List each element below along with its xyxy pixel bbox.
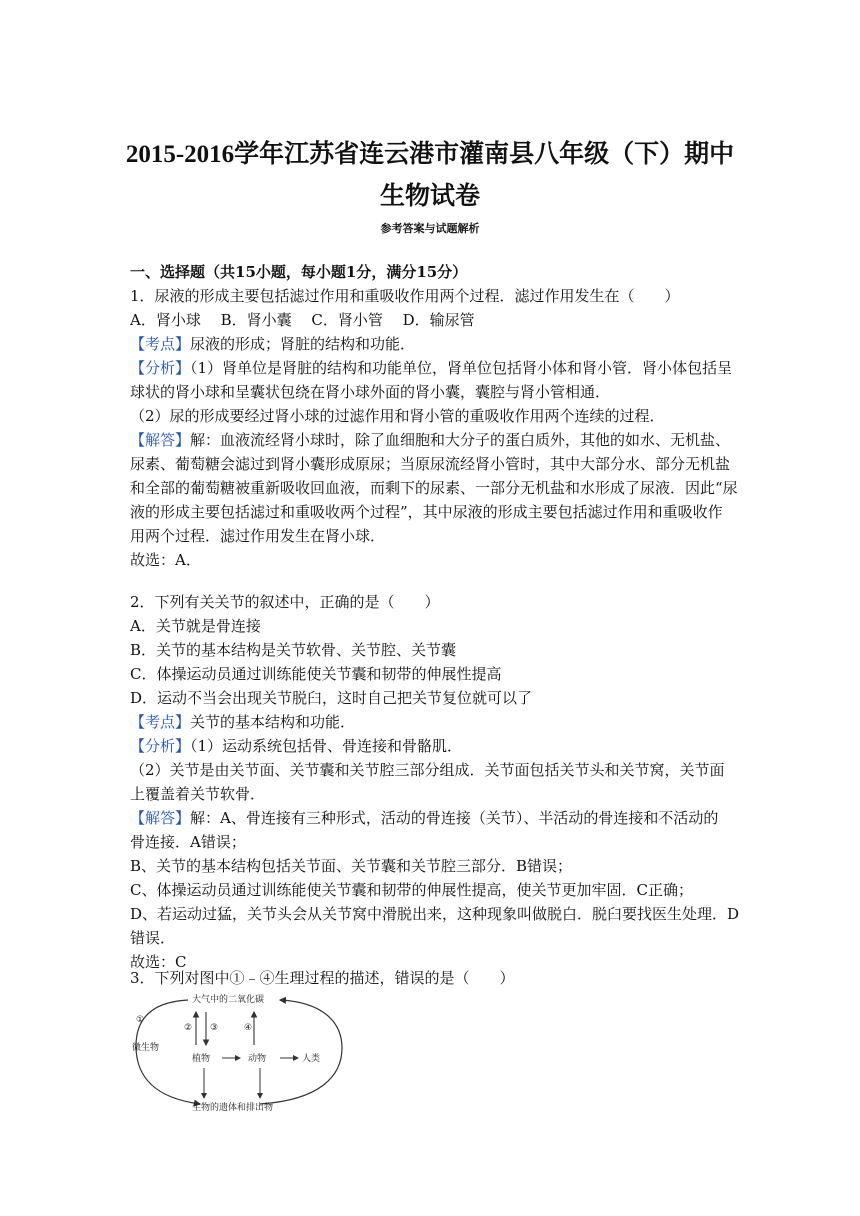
kaodian-tag: 【考点】 [130, 713, 191, 731]
q2-fenxi [130, 736, 740, 756]
q2-jieda-line6: 错误． [130, 929, 176, 947]
jieda-tag: 【解答】 [130, 809, 191, 827]
q1-jieda-line2: 尿素、葡萄糖会滤过到肾小囊形成原尿；当原尿流经肾小管时，其中大部分水、部分无机盐 [130, 455, 731, 473]
fenxi-tag: 【分析】 [130, 737, 191, 755]
q2-kaodian-text: 关节的基本结构和功能． [190, 713, 356, 731]
diagram-animal: 动物 [248, 1054, 267, 1064]
kaodian-tag: 【考点】 [130, 335, 191, 353]
q1-kaodian-text: 尿液的形成；肾脏的结构和功能． [190, 335, 416, 353]
diagram-plant: 植物 [192, 1054, 211, 1064]
diagram-num-1: ① [136, 1015, 145, 1025]
diagram-num-3: ③ [210, 1023, 219, 1033]
cycle-right-loop [260, 1000, 342, 1104]
diagram-num-4: ④ [244, 1023, 253, 1033]
q1-jieda-line5: 用两个过程．滤过作用发生在肾小球． [130, 527, 386, 545]
fenxi-tag: 【分析】 [130, 359, 191, 377]
q2-jieda-line5: D、若运动过猛，关节头会从关节窝中滑脱出来，这种现象叫做脱白．脱臼要找医生处理．D [130, 905, 740, 923]
q2-answer: 故选：C [130, 953, 187, 971]
q1-answer: 故选：A． [130, 551, 201, 569]
q2-option-c: C．体操运动员通过训练能使关节囊和韧带的伸展性提高 [130, 665, 502, 683]
q1-jieda-line4: 液的形成主要包括滤过和重吸收两个过程”，其中尿液的形成主要包括滤过作用和重吸收作 [130, 503, 723, 521]
q1-fenxi-text: （1）肾单位是肾脏的结构和功能单位，肾单位包括肾小体和肾小管．肾小体包括呈 [190, 359, 733, 377]
q1-jieda-line3: 和全部的葡萄糖被重新吸收回血液，而剩下的尿素、一部分无机盐和水形成了尿液．因此“尿 [130, 479, 738, 497]
carbon-cycle-diagram [130, 990, 350, 1112]
diagram-bottom-label: 生物的遗体和排出物 [192, 1103, 274, 1112]
section-heading: 一、选择题（共15小题，每小题1分，满分15分） [130, 263, 468, 281]
page-subtitle: 参考答案与试题解析 [380, 222, 480, 235]
q2-jieda-line2: 骨连接．A错误； [130, 833, 246, 851]
q2-jieda [130, 808, 740, 828]
q2-fenxi-line3: 上覆盖着关节软骨． [130, 785, 266, 803]
q1-stem: 1．尿液的形成主要包括滤过作用和重吸收作用两个过程．滤过作用发生在（ ） [130, 287, 680, 305]
q2-kaodian [130, 712, 740, 732]
q1-fenxi-line3: （2）尿的形成要经过肾小球的过滤作用和肾小管的重吸收作用两个连续的过程． [130, 407, 665, 425]
q1-jieda [130, 430, 740, 450]
page-title-line2: 生物试卷 [379, 183, 480, 210]
diagram-microbe: 微生物 [132, 1043, 160, 1053]
q1-options: A．肾小球 B．肾小囊 C．肾小管 D．输尿管 [130, 311, 475, 329]
q1-fenxi [130, 358, 740, 378]
q2-option-a: A．关节就是骨连接 [130, 617, 261, 635]
q2-jieda-line4: C、体操运动员通过训练能使关节囊和韧带的伸展性提高，使关节更加牢固．C正确； [130, 881, 693, 899]
q1-jieda-text: 解：血液流经肾小球时，除了血细胞和大分子的蛋白质外，其他的如水、无机盐、 [190, 431, 731, 449]
q2-option-b: B．关节的基本结构是关节软骨、关节腔、关节囊 [130, 641, 457, 659]
q2-stem: 2．下列有关关节的叙述中，正确的是（ ） [130, 593, 440, 611]
diagram-top-label: 大气中的二氧化碳 [192, 995, 265, 1005]
q2-fenxi-line2: （2）关节是由关节面、关节囊和关节腔三部分组成．关节面包括关节头和关节窝，关节面 [130, 761, 725, 779]
jieda-tag: 【解答】 [130, 431, 191, 449]
diagram-human: 人类 [302, 1054, 321, 1064]
q1-kaodian [130, 334, 740, 354]
q2-jieda-line3: B、关节的基本结构包括关节面、关节囊和关节腔三部分．B错误； [130, 857, 573, 875]
diagram-num-2: ② [184, 1023, 193, 1033]
q3-stem: 3．下列对图中①﹣④生理过程的描述，错误的是（ ） [130, 969, 515, 987]
q2-option-d: D．运动不当会出现关节脱臼，这时自己把关节复位就可以了 [130, 689, 533, 707]
q1-fenxi-line2: 球状的肾小球和呈囊状包绕在肾小球外面的肾小囊，囊腔与肾小管相通． [130, 383, 611, 401]
q2-fenxi-text: （1）运动系统包括骨、骨连接和骨骼肌． [190, 737, 463, 755]
page-title-line1: 2015-2016学年江苏省连云港市灌南县八年级（下）期中 [125, 141, 735, 168]
q2-jieda-text: 解：A、骨连接有三种形式，活动的骨连接（关节）、半活动的骨连接和不活动的 [190, 809, 719, 827]
